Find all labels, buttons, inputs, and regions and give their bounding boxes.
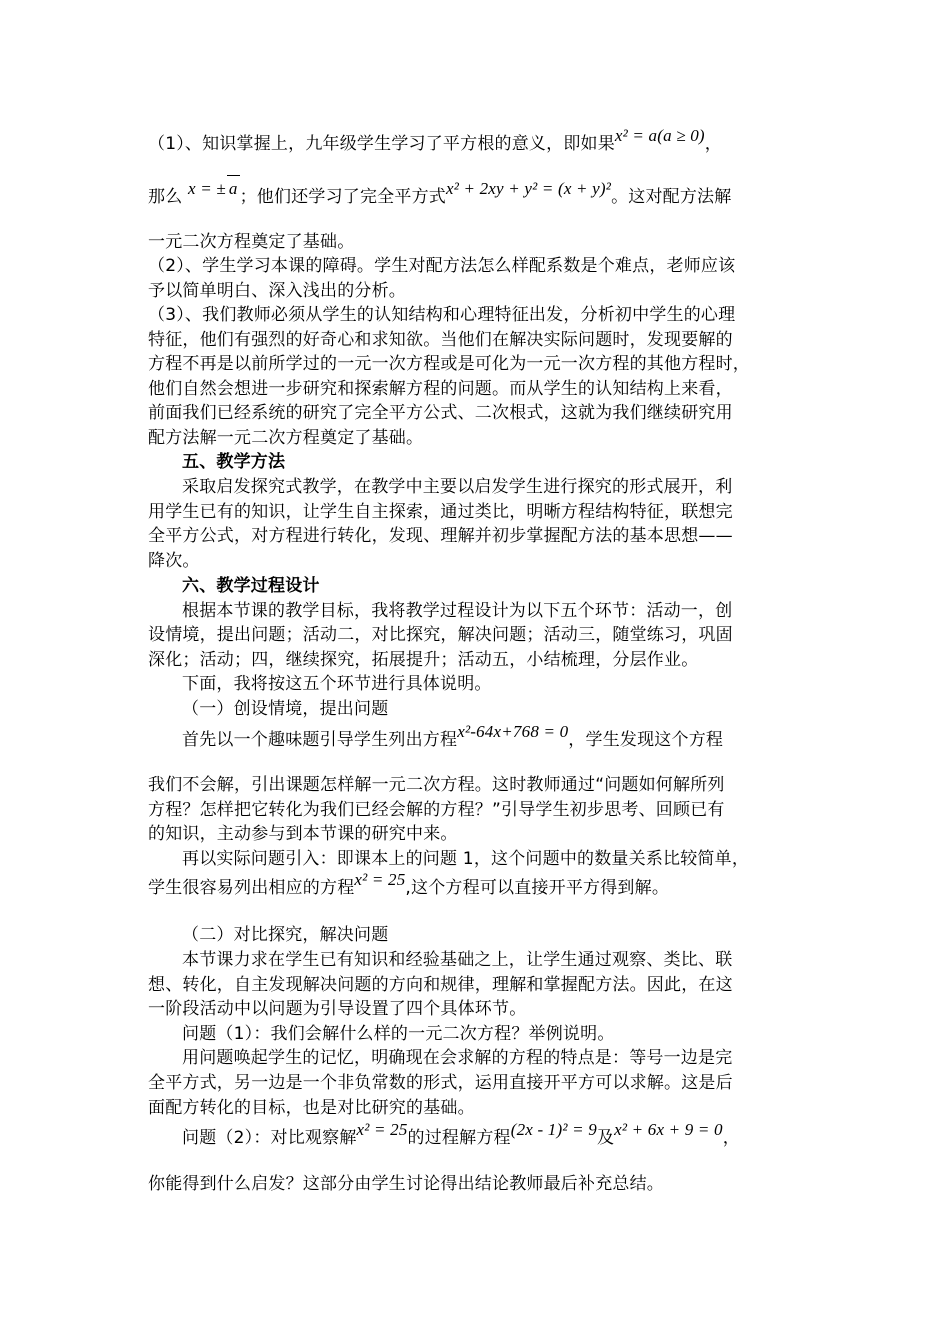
text: ,这个方程可以直接开平方得到解。 <box>405 878 670 898</box>
text: ， <box>704 134 722 154</box>
paragraph-line: 问题（1）：我们会解什么样的一元二次方程？举例说明。 <box>182 1024 615 1044</box>
equation: x² = 25 <box>354 870 406 889</box>
paragraph-line: 前面我们已经系统的研究了完全平方公式、二次根式，这就为我们继续研究用 <box>148 403 733 423</box>
paragraph-line: 用问题唤起学生的记忆，明确现在会求解的方程的特点是：等号一边是完 <box>182 1048 733 1068</box>
paragraph-line: 特征，他们有强烈的好奇心和求知欲。当他们在解决实际问题时，发现要解的 <box>148 330 733 350</box>
paragraph-line: 面配方转化的目标，也是对比研究的基础。 <box>148 1098 475 1118</box>
equation <box>188 175 240 202</box>
paragraph-line: 他们自然会想进一步研究和探索解方程的问题。而从学生的认知结构上来看， <box>148 379 733 399</box>
equation: x² = 25 <box>356 1120 408 1139</box>
section-heading: 五、教学方法 <box>182 452 286 472</box>
paragraph-line: 再以实际问题引入：即课本上的问题 1，这个问题中的数量关系比较简单， <box>182 849 750 869</box>
paragraph-line: （3）、我们教师必须从学生的认知结构和心理特征出发，分析初中学生的心理 <box>148 305 736 325</box>
paragraph-line: 采取启发探究式教学，在教学中主要以启发学生进行探究的形式展开，利 <box>182 477 733 497</box>
paragraph-line: 一元二次方程奠定了基础。 <box>148 232 355 252</box>
paragraph-line: 深化；活动；四，继续探究，拓展提升；活动五，小结梳理，分层作业。 <box>148 650 699 670</box>
subsection-heading: （一）创设情境，提出问题 <box>182 699 389 719</box>
paragraph-line: 下面，我将按这五个环节进行具体说明。 <box>182 674 492 694</box>
paragraph-line: 予以简单明白、深入浅出的分析。 <box>148 281 406 301</box>
text: 问题（2）：对比观察解 <box>182 1128 357 1148</box>
paragraph-line <box>148 126 818 157</box>
paragraph-line <box>148 179 818 210</box>
equation: x² + 2xy + y² = (x + y)² <box>445 179 612 198</box>
sqrt-radicand: a <box>227 175 240 202</box>
paragraph-line: 方程不再是以前所学过的一元一次方程或是可化为一元一次方程的其他方程时， <box>148 354 750 374</box>
paragraph-line: 根据本节课的教学目标，我将教学过程设计为以下五个环节：活动一，创 <box>182 601 733 621</box>
text: 的过程解方程 <box>407 1128 511 1148</box>
paragraph-line: 用学生已有的知识，让学生自主探索，通过类比，明晰方程结构特征，联想完 <box>148 502 733 522</box>
text: 学生很容易列出相应的方程 <box>148 878 355 898</box>
paragraph-line: 的知识，主动参与到本节课的研究中来。 <box>148 824 458 844</box>
equation: x² + 6x + 9 = 0 <box>614 1120 723 1139</box>
paragraph-line: 你能得到什么启发？这部分由学生讨论得出结论教师最后补充总结。 <box>148 1174 664 1194</box>
text: 。这对配方法解 <box>611 187 732 207</box>
paragraph-line: 本节课力求在学生已有知识和经验基础之上，让学生通过观察、类比、联 <box>182 950 733 970</box>
paragraph-line: 设情境，提出问题；活动二，对比探究，解决问题；活动三，随堂练习，巩固 <box>148 625 733 645</box>
text: ；他们还学习了完全平方式 <box>239 187 446 207</box>
paragraph-line: 配方法解一元二次方程奠定了基础。 <box>148 428 424 448</box>
paragraph-line: 我们不会解，引出课题怎样解一元二次方程。这时教师通过“问题如何解所列 <box>148 775 725 795</box>
paragraph-line: 降次。 <box>148 551 200 571</box>
subsection-heading: （二）对比探究，解决问题 <box>182 925 389 945</box>
paragraph-line: 全平方式，另一边是一个非负常数的形式，运用直接开平方可以求解。这是后 <box>148 1073 733 1093</box>
equation: x² = a(a ≥ 0) <box>614 126 705 145</box>
text: ，学生发现这个方程 <box>568 730 724 750</box>
text: （1）、知识掌握上，九年级学生学习了平方根的意义，即如果 <box>148 134 615 154</box>
text: 那么 <box>148 187 183 207</box>
text: 首先以一个趣味题引导学生列出方程 <box>182 730 458 750</box>
equation: (2x - 1)² = 9 <box>510 1120 597 1139</box>
equation-part: x = ± <box>188 179 226 198</box>
text: 及 <box>596 1128 615 1148</box>
paragraph-line: 方程？怎样把它转化为我们已经会解的方程？”引导学生初步思考、回顾已有 <box>148 800 725 820</box>
paragraph-line <box>182 722 818 753</box>
paragraph-line: 一阶段活动中以问题为引导设置了四个具体环节。 <box>148 999 527 1019</box>
paragraph-line: 想、转化，自主发现解决问题的方向和规律，理解和掌握配方法。因此，在这 <box>148 975 733 995</box>
paragraph-line <box>182 1120 818 1151</box>
text: ， <box>722 1128 740 1148</box>
equation: x²-64x+768 = 0 <box>457 722 569 741</box>
paragraph-line: （2）、学生学习本课的障碍。学生对配方法怎么样配系数是个难点，老师应该 <box>148 256 736 276</box>
paragraph-line <box>148 870 818 901</box>
paragraph-line: 全平方公式，对方程进行转化，发现、理解并初步掌握配方法的基本思想—— <box>148 526 733 546</box>
section-heading: 六、教学过程设计 <box>182 576 320 596</box>
